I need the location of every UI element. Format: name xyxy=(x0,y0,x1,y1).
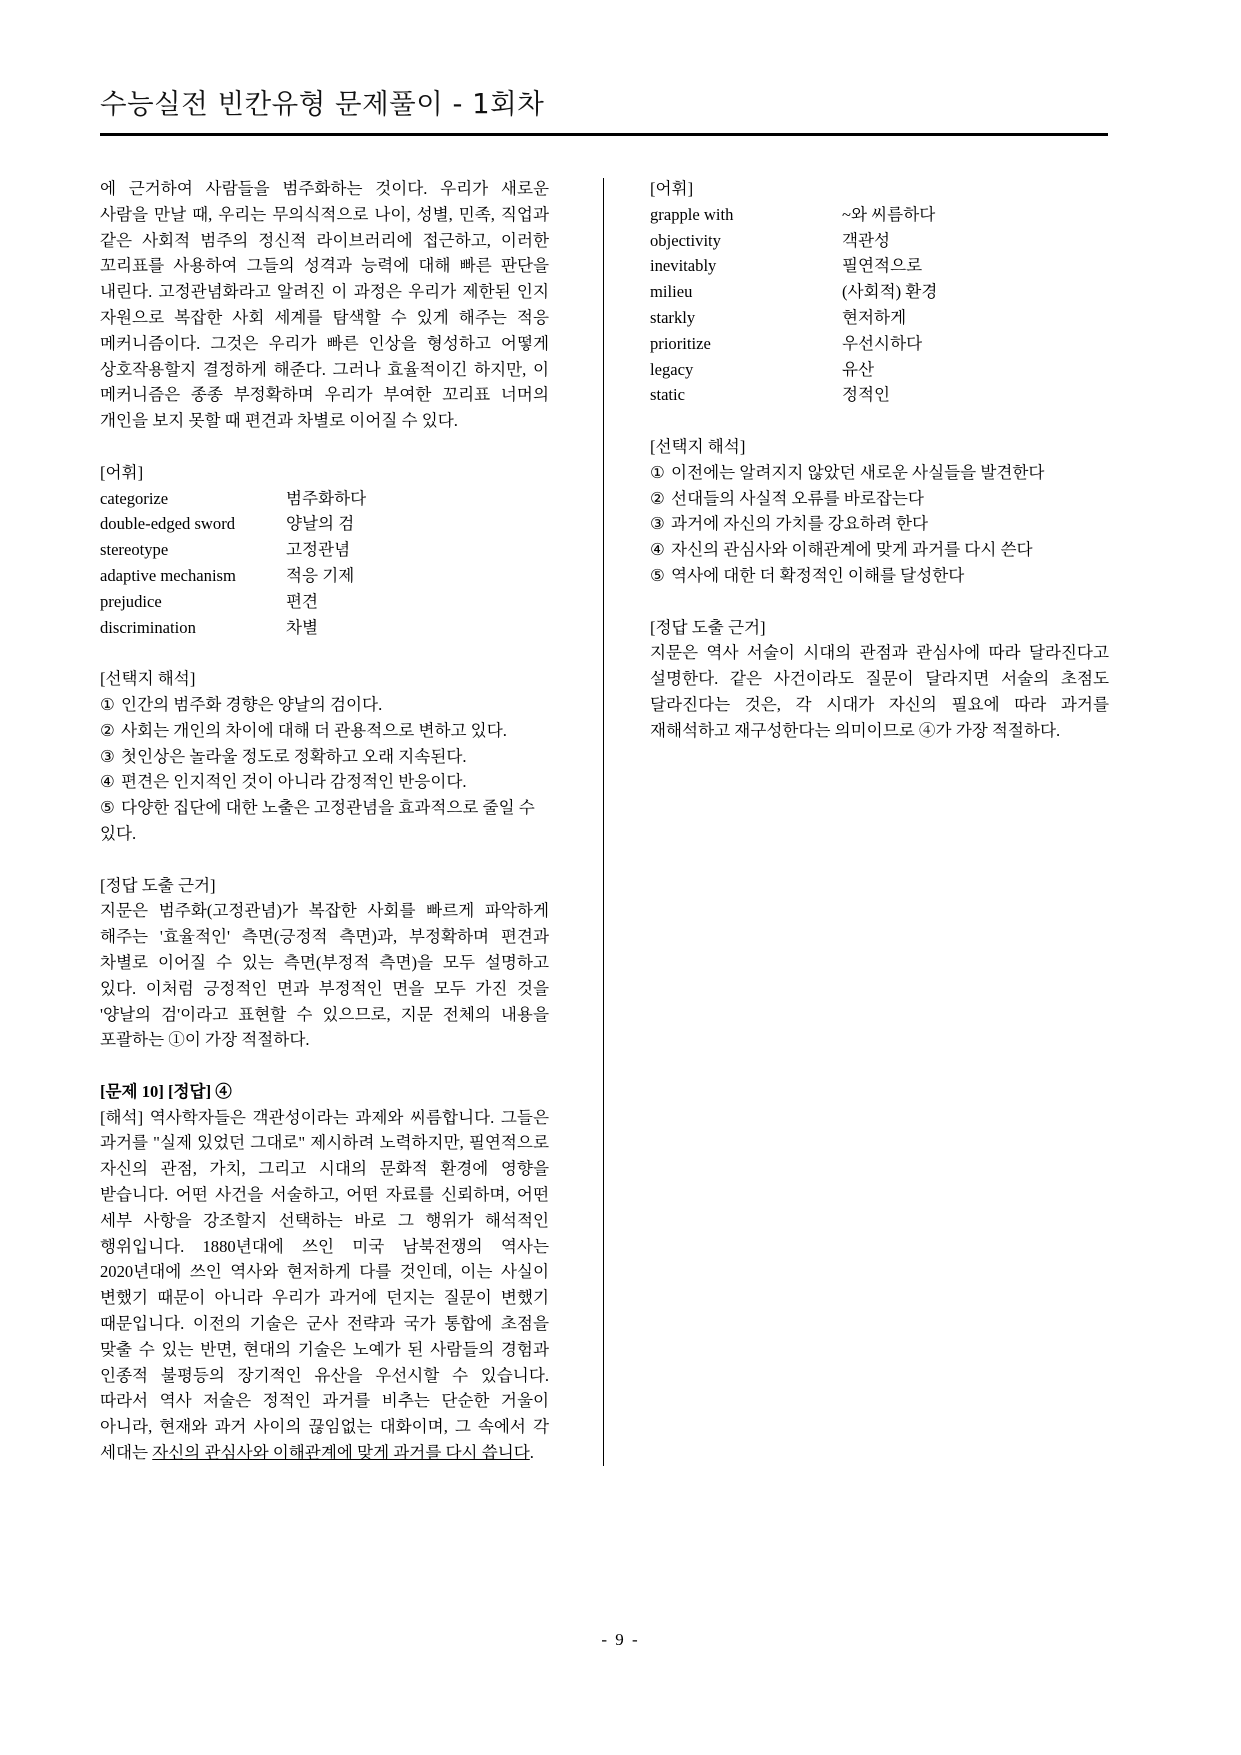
table-row xyxy=(100,563,549,589)
explanation-label: [해석] xyxy=(100,1107,144,1127)
vocab-term: adaptive mechanism xyxy=(100,565,236,585)
spacer xyxy=(650,589,1109,615)
choice-text: 다양한 집단에 대한 노출은 고정관념을 효과적으로 줄일 수 있다. xyxy=(100,798,535,843)
choice-item xyxy=(100,718,549,744)
page-title: 수능실전 빈칸유형 문제풀이 - 1회차 xyxy=(100,88,545,120)
vocab-meaning: 양날의 검 xyxy=(286,514,355,534)
vocab-term: static xyxy=(650,385,686,405)
vocab-meaning: 유산 xyxy=(842,359,875,379)
vocab-term: discrimination xyxy=(100,617,196,637)
choice-text: 선대들의 사실적 오류를 바로잡는다 xyxy=(671,488,924,508)
choice-number: ② xyxy=(100,720,115,740)
choice-item xyxy=(650,460,1109,486)
spacer xyxy=(100,847,549,873)
spacer xyxy=(650,408,1109,434)
table-row xyxy=(650,228,1109,254)
vocab-term: stereotype xyxy=(100,540,169,560)
page-number: - 9 - xyxy=(601,1630,640,1649)
choice-text: 첫인상은 놀라울 정도로 정확하고 오래 지속된다. xyxy=(121,746,467,766)
vocabulary-table xyxy=(100,486,549,641)
table-row xyxy=(100,589,549,615)
explanation-body: 역사학자들은 객관성이라는 과제와 씨름합니다. 그들은 과거를 "실제 있었던 그대로" 제시하려 노력하지만, 필연적으로 자신의 관점, 가치, 그리고 시대의 문화적 환경에 영향을 받습니다. 어떤 사건을 서술하고, 어떤 자료를 신뢰하며, 어떤 세부 사항을 강조할지 선택하는 바로 그 행위가 해석적인 행위입니다. 1880년대에 쓰인 미국 남북전쟁의 역사는 2020년대에 쓰인 역사와 현저하게 다를 것인데, 이는 사실이 변했기 때문이 아니라 우리가 과거에 던지는 질문이 변했기 때문입니다. 이전의 기술은 군사 전략과 국가 통합에 초점을 맞출 수 있는 반면, 현대의 기술은 노예가 된 사람들의 경험과 인종적 불평등의 장기적인 유산을 우선시할 수 있습니다. 따라서 역사 저술은 정적인 과거를 비추는 단순한 거울이 아니라, 현재와 과거 사이의 끊임없는 대화이며, 그 속에서 각 세대는 xyxy=(100,1107,549,1463)
table-row xyxy=(650,382,1109,408)
vocab-meaning: (사회적) 환경 xyxy=(842,282,938,302)
choice-item xyxy=(100,692,549,718)
column-divider xyxy=(603,178,604,1466)
explanation-text xyxy=(100,1105,549,1466)
passage-translation: 에 근거하여 사람들을 범주화하는 것이다. 우리가 새로운 사람을 만날 때, 우리는 무의식적으로 나이, 성별, 민족, 직업과 같은 사회적 범주의 정신적 라이브러리에 접근하고, 이러한 꼬리표를 사용하여 그들의 성격과 능력에 대해 빠른 판단을 내린다. 고정관념화라고 알려진 이 과정은 우리가 제한된 인지 자원으로 복잡한 사회 세계를 탐색할 수 있게 해주는 적응 메커니즘이다. 그것은 우리가 빠른 인상을 형성하고 어떻게 상호작용할지 결정하게 해준다. 그러나 효율적이긴 하지만, 이 메커니즘은 종종 부정확하며 우리가 부여한 꼬리표 너머의 개인을 보지 못할 때 편견과 차별로 이어질 수 있다. xyxy=(100,179,549,431)
choice-number: ⑤ xyxy=(100,798,115,818)
vocab-meaning: 적응 기제 xyxy=(286,565,355,585)
vocab-meaning: ~와 씨름하다 xyxy=(842,204,936,224)
choice-item xyxy=(650,511,1109,537)
choice-item xyxy=(100,769,549,795)
choice-number: ④ xyxy=(100,772,115,792)
choice-number: ④ xyxy=(650,540,665,560)
vocab-meaning: 범주화하다 xyxy=(286,488,367,508)
rationale-text: 지문은 역사 서술이 시대의 관점과 관심사에 따라 달라진다고 설명한다. 같은 사건이라도 질문이 달라지면 서술의 초점도 달라진다는 것은, 각 시대가 자신의 필요에 따라 과거를 재해석하고 재구성한다는 의미이므로 ④가 가장 적절하다. xyxy=(650,643,1109,740)
choice-text: 역사에 대한 더 확정적인 이해를 달성한다 xyxy=(671,565,965,585)
left-column xyxy=(100,176,557,1466)
vocab-term: double-edged sword xyxy=(100,514,236,534)
question-heading: [문제 10] [정답] ④ xyxy=(100,1081,232,1101)
vocab-meaning: 현저하게 xyxy=(842,307,907,327)
table-row xyxy=(650,253,1109,279)
vocab-meaning: 우선시하다 xyxy=(842,333,923,353)
vocab-meaning: 정적인 xyxy=(842,385,891,405)
vocab-term: prejudice xyxy=(100,591,162,611)
choice-item xyxy=(100,744,549,770)
vocab-meaning: 객관성 xyxy=(842,230,891,250)
table-row xyxy=(650,331,1109,357)
choices-label: [선택지 해석] xyxy=(100,669,196,689)
vocabulary-label: [어휘] xyxy=(650,179,694,198)
explanation-tail: . xyxy=(529,1443,534,1463)
choice-text: 과거에 자신의 가치를 강요하려 한다 xyxy=(671,514,929,534)
rationale-label: [정답 도출 근거] xyxy=(100,875,216,895)
choice-number: ③ xyxy=(650,514,665,534)
spacer xyxy=(100,640,549,666)
vocabulary-table xyxy=(650,202,1109,408)
vocab-term: grapple with xyxy=(650,204,734,224)
table-row xyxy=(100,511,549,537)
choice-text: 이전에는 알려지지 않았던 새로운 사실들을 발견한다 xyxy=(671,462,1045,482)
choice-number: ① xyxy=(100,694,115,714)
right-column xyxy=(650,176,1109,744)
explanation-underlined-answer: 자신의 관심사와 이해관계에 맞게 과거를 다시 씁니다 xyxy=(152,1443,530,1463)
choice-number: ③ xyxy=(100,746,115,766)
spacer xyxy=(100,1053,549,1079)
choice-text: 인간의 범주화 경향은 양날의 검이다. xyxy=(121,694,383,714)
vocab-term: objectivity xyxy=(650,230,721,250)
vocab-meaning: 필연적으로 xyxy=(842,256,923,276)
vocab-term: milieu xyxy=(650,282,693,302)
table-row xyxy=(100,615,549,641)
content-columns xyxy=(100,176,1110,1466)
table-row xyxy=(100,537,549,563)
choice-number: ⑤ xyxy=(650,565,665,585)
table-row xyxy=(650,279,1109,305)
choice-text: 편견은 인지적인 것이 아니라 감정적인 반응이다. xyxy=(121,772,467,792)
table-row xyxy=(650,305,1109,331)
choices-label: [선택지 해석] xyxy=(650,436,746,456)
rationale-text: 지문은 범주화(고정관념)가 복잡한 사회를 빠르게 파악하게 해주는 '효율적인' 측면(긍정적 측면)과, 부정확하며 편견과 차별로 이어질 수 있는 측면(부정적 측면)을 모두 설명하고 있다. 이처럼 긍정적인 면과 부정적인 면을 모두 가진 것을 '양날의 검'이라고 표현할 수 있으므로, 지문 전체의 내용을 포괄하는 ①이 가장 적절하다. xyxy=(100,901,549,1050)
choice-number: ① xyxy=(650,462,665,482)
header-divider xyxy=(100,133,1108,136)
vocab-term: legacy xyxy=(650,359,694,379)
table-row xyxy=(650,202,1109,228)
vocab-meaning: 고정관념 xyxy=(286,540,351,560)
choice-number: ② xyxy=(650,488,665,508)
vocab-term: prioritize xyxy=(650,333,711,353)
vocab-term: starkly xyxy=(650,307,696,327)
page-header xyxy=(100,88,1110,136)
table-row xyxy=(100,486,549,512)
vocab-meaning: 차별 xyxy=(286,617,319,637)
vocab-meaning: 편견 xyxy=(286,591,319,611)
vocab-term: categorize xyxy=(100,488,169,508)
choice-item xyxy=(650,563,1109,589)
choice-text: 사회는 개인의 차이에 대해 더 관용적으로 변하고 있다. xyxy=(121,720,507,740)
vocab-term: inevitably xyxy=(650,256,717,276)
choice-item xyxy=(650,486,1109,512)
rationale-label: [정답 도출 근거] xyxy=(650,617,766,637)
choice-item xyxy=(100,795,549,847)
choice-text: 자신의 관심사와 이해관계에 맞게 과거를 다시 쓴다 xyxy=(671,540,1033,560)
table-row xyxy=(650,357,1109,383)
choice-item xyxy=(650,537,1109,563)
vocabulary-label: [어휘] xyxy=(100,462,144,482)
spacer xyxy=(100,434,549,460)
